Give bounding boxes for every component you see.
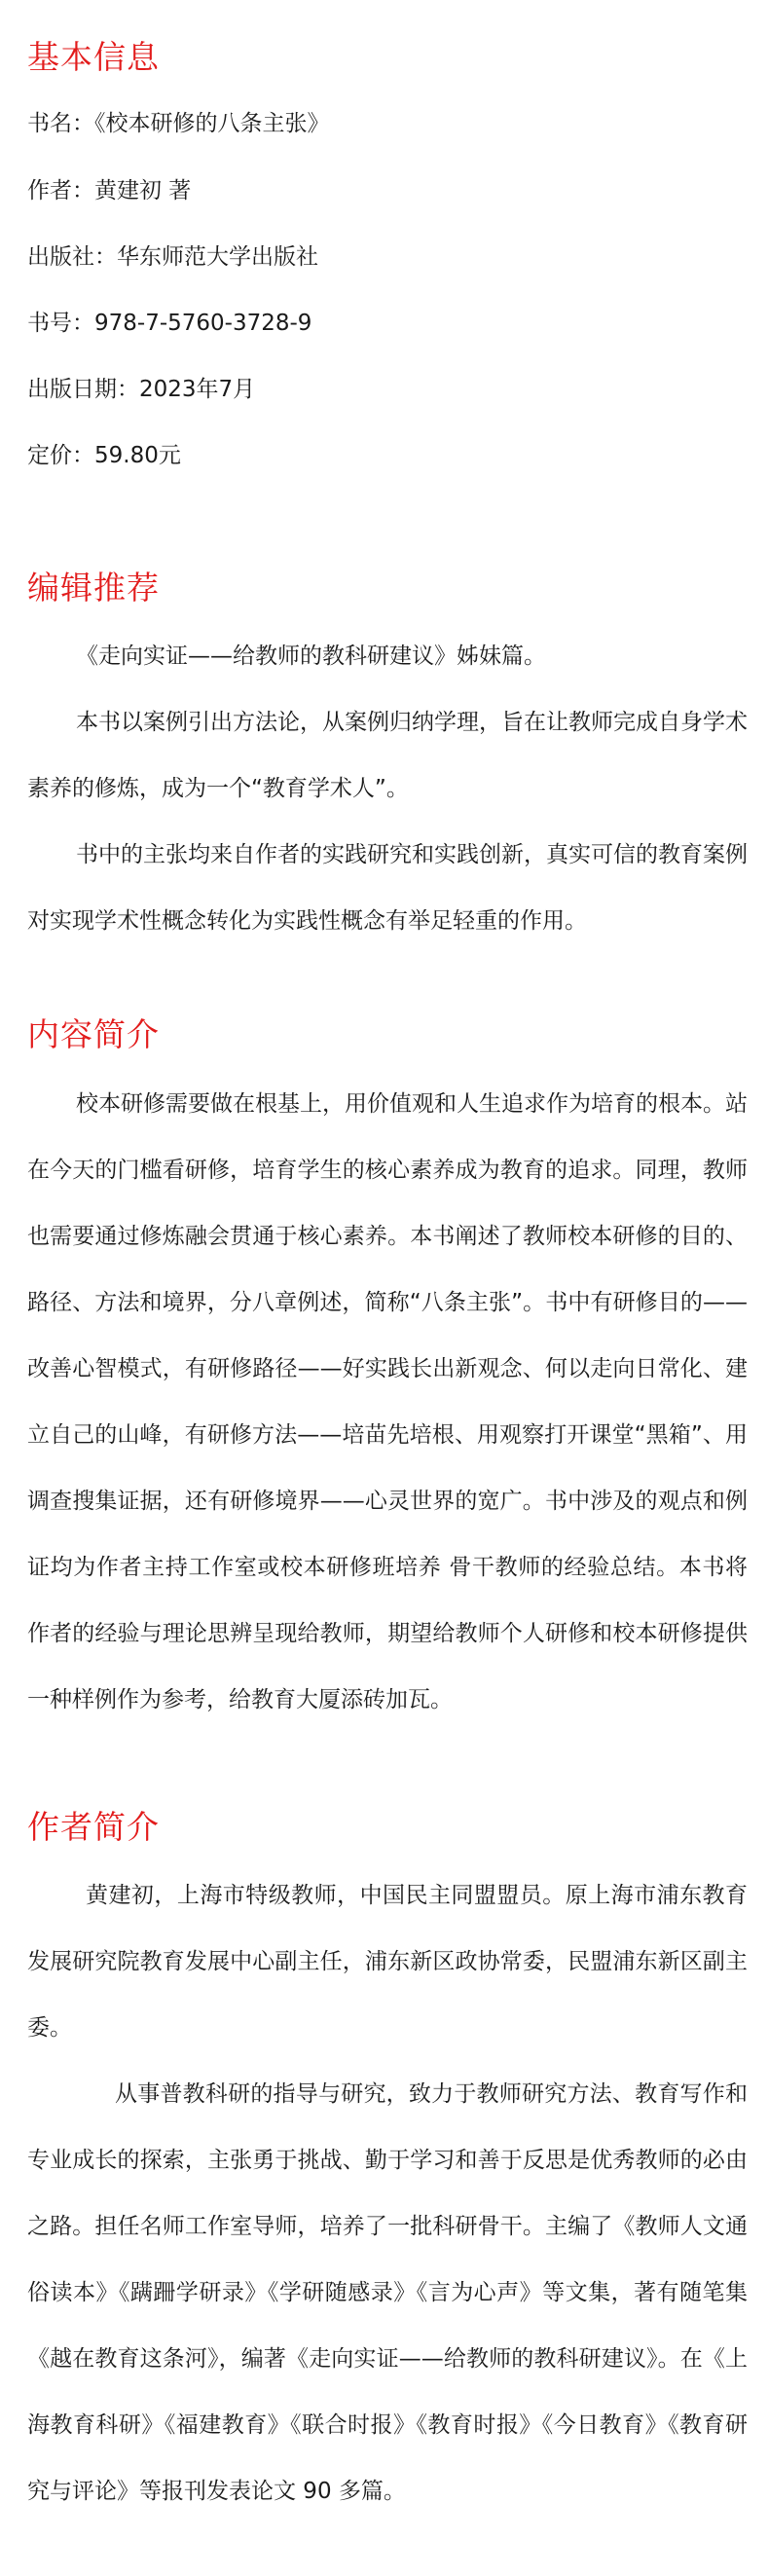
- isbn-line: 书号：978-7-5760-3728-9: [27, 311, 312, 336]
- author-line: 作者：黄建初 著: [27, 178, 192, 203]
- editor-recommend-heading: 编辑推荐: [27, 569, 160, 607]
- author-intro-paragraph: 从事普教科研的指导与研究，致力于教师研究方法、教育写作和专业成长的探索，主张勇于挑战、勤于学习和善于反思是优秀教师的必由之路。担任名师工作室导师，培养了一批科研骨干。主编了《教师人文通俗读本》《蹒跚学研录》《学研随感录》《言为心声》等文集，著有随笔集《越在教育这条河》，编著《走向实证——给教师的教科研建议》。在《上海教育科研》《福建教育》《联合时报》《教育时报》《今日教育》《教育研究与评论》等报刊发表论文 90 多篇。: [27, 2081, 748, 2504]
- editor-recommend-paragraph: 《走向实证——给教师的教科研建议》姊妹篇。: [76, 644, 546, 669]
- basic-info-heading: 基本信息: [27, 38, 160, 76]
- price-line: 定价：59.80元: [27, 443, 181, 468]
- editor-recommend-paragraph: 书中的主张均来自作者的实践研究和实践创新，真实可信的教育案例对实现学术性概念转化为实践性概念有举足轻重的作用。: [27, 842, 748, 934]
- content-intro-paragraph: 校本研修需要做在根基上，用价值观和人生追求作为培育的根本。站在今天的门槛看研修，培育学生的核心素养成为教育的追求。同理，教师也需要通过修炼融会贯通于核心素养。本书阐述了教师校本研修的目的、路径、方法和境界，分八章例述，简称“八条主张”。书中有研修目的——改善心智模式，有研修路径——好实践长出新观念、何以走向日常化、建立自己的山峰，有研修方法——培苗先培根、用观察打开课堂“黑箱”、用调查搜集证据，还有研修境界——心灵世界的宽广。书中涉及的观点和例证均为作者主持工作室或校本研修班培养 骨干教师的经验总结。本书将作者的经验与理论思辨呈现给教师，期望给教师个人研修和校本研修提供一种样例作为参考，给教育大厦添砖加瓦。: [27, 1091, 748, 1712]
- editor-recommend-paragraph: 本书以案例引出方法论，从案例归纳学理，旨在让教师完成自身学术素养的修炼，成为一个“教育学术人”。: [27, 710, 748, 801]
- publish-date-line: 出版日期：2023年7月: [27, 377, 256, 402]
- author-intro-heading: 作者简介: [27, 1808, 160, 1846]
- book-title-line: 书名：《校本研修的八条主张》: [27, 111, 330, 136]
- content-intro-heading: 内容简介: [27, 1015, 160, 1053]
- author-intro-paragraph: 黄建初，上海市特级教师，中国民主同盟盟员。原上海市浦东教育发展研究院教育发展中心副主任，浦东新区政协常委，民盟浦东新区副主委。: [27, 1883, 748, 2041]
- publisher-line: 出版社：华东师范大学出版社: [27, 244, 318, 270]
